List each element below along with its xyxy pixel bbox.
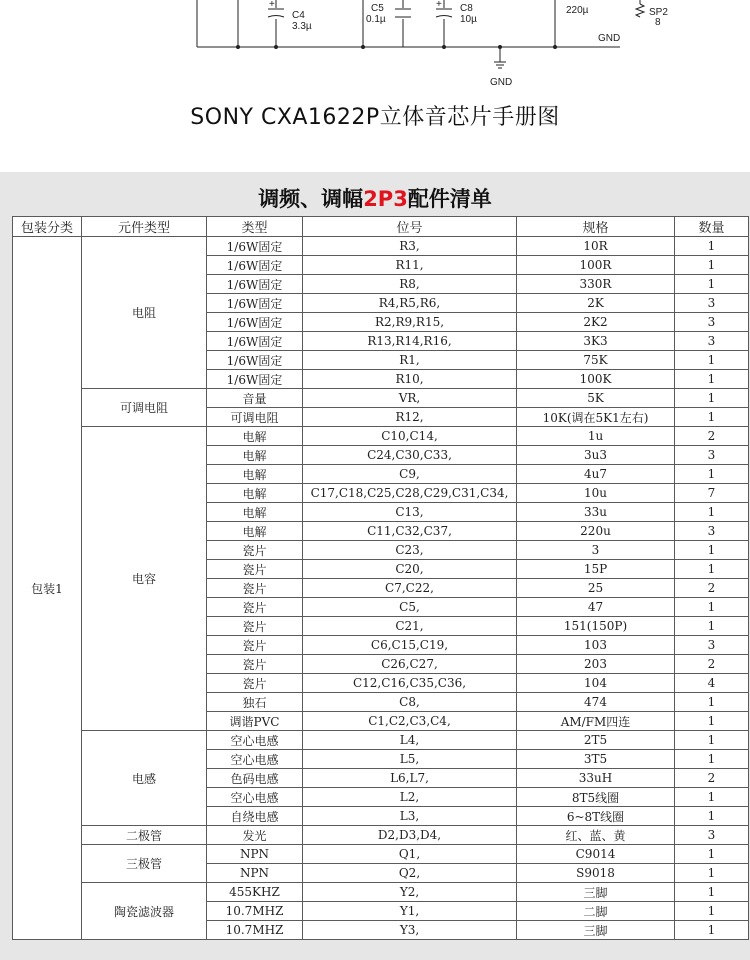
row-quantity: 1 bbox=[675, 370, 749, 389]
row-designator: L4, bbox=[303, 731, 517, 750]
row-spec: 103 bbox=[517, 636, 675, 655]
table-row bbox=[13, 237, 749, 256]
row-designator: L6,L7, bbox=[303, 769, 517, 788]
row-spec: 10u bbox=[517, 484, 675, 503]
schematic-label-gnd: GND bbox=[598, 33, 621, 44]
row-type: 电解 bbox=[207, 465, 303, 484]
polarity-mark: + bbox=[269, 0, 275, 10]
row-designator: C5, bbox=[303, 598, 517, 617]
row-spec: 15P bbox=[517, 560, 675, 579]
row-quantity: 1 bbox=[675, 731, 749, 750]
row-spec: 33u bbox=[517, 503, 675, 522]
row-type: 1/6W固定 bbox=[207, 370, 303, 389]
row-type: 1/6W固定 bbox=[207, 256, 303, 275]
row-quantity: 1 bbox=[675, 351, 749, 370]
row-quantity: 2 bbox=[675, 427, 749, 446]
header-component: 元件类型 bbox=[82, 217, 207, 237]
schematic-value-sp2: 8 bbox=[655, 17, 661, 28]
row-designator: VR, bbox=[303, 389, 517, 408]
row-designator: C17,C18,C25,C28,C29,C31,C34, bbox=[303, 484, 517, 503]
row-type: 可调电阻 bbox=[207, 408, 303, 427]
row-spec: 474 bbox=[517, 693, 675, 712]
row-spec: 三脚 bbox=[517, 921, 675, 940]
row-quantity: 1 bbox=[675, 750, 749, 769]
row-quantity: 1 bbox=[675, 389, 749, 408]
row-type: 455KHZ bbox=[207, 883, 303, 902]
row-designator: R13,R14,R16, bbox=[303, 332, 517, 351]
row-spec: 8T5线圈 bbox=[517, 788, 675, 807]
row-type: 空心电感 bbox=[207, 750, 303, 769]
row-designator: R1, bbox=[303, 351, 517, 370]
row-designator: R2,R9,R15, bbox=[303, 313, 517, 332]
parts-list-title bbox=[0, 183, 750, 213]
package-cell: 包装1 bbox=[13, 237, 82, 940]
row-quantity: 1 bbox=[675, 541, 749, 560]
row-spec: 100K bbox=[517, 370, 675, 389]
row-quantity: 7 bbox=[675, 484, 749, 503]
row-quantity: 1 bbox=[675, 788, 749, 807]
row-quantity: 2 bbox=[675, 769, 749, 788]
row-quantity: 1 bbox=[675, 237, 749, 256]
category-cell: 电阻 bbox=[82, 237, 207, 389]
row-spec: 330R bbox=[517, 275, 675, 294]
row-designator: R3, bbox=[303, 237, 517, 256]
header-package: 包装分类 bbox=[13, 217, 82, 237]
row-quantity: 1 bbox=[675, 617, 749, 636]
row-spec: 220u bbox=[517, 522, 675, 541]
row-spec: 2K bbox=[517, 294, 675, 313]
row-quantity: 1 bbox=[675, 256, 749, 275]
row-designator: Q2, bbox=[303, 864, 517, 883]
title-highlight: 2P3 bbox=[363, 187, 408, 211]
row-quantity: 3 bbox=[675, 636, 749, 655]
schematic-label-c8: C8 bbox=[460, 3, 473, 14]
row-quantity: 1 bbox=[675, 845, 749, 864]
row-designator: C6,C15,C19, bbox=[303, 636, 517, 655]
parts-table bbox=[12, 216, 749, 940]
row-type: 瓷片 bbox=[207, 598, 303, 617]
row-designator: C10,C14, bbox=[303, 427, 517, 446]
row-quantity: 3 bbox=[675, 313, 749, 332]
schematic-value-c4: 3.3µ bbox=[292, 21, 312, 32]
schematic-value-c5: 0.1µ bbox=[366, 14, 386, 25]
row-spec: 3 bbox=[517, 541, 675, 560]
row-spec: 5K bbox=[517, 389, 675, 408]
row-spec: 2T5 bbox=[517, 731, 675, 750]
row-type: 1/6W固定 bbox=[207, 237, 303, 256]
row-type: 10.7MHZ bbox=[207, 902, 303, 921]
row-quantity: 1 bbox=[675, 712, 749, 731]
row-designator: C12,C16,C35,C36, bbox=[303, 674, 517, 693]
row-designator: C7,C22, bbox=[303, 579, 517, 598]
row-type: 瓷片 bbox=[207, 674, 303, 693]
row-quantity: 2 bbox=[675, 579, 749, 598]
row-type: 独石 bbox=[207, 693, 303, 712]
table-row bbox=[13, 389, 749, 408]
row-type: 空心电感 bbox=[207, 788, 303, 807]
row-quantity: 1 bbox=[675, 560, 749, 579]
row-type: 电解 bbox=[207, 446, 303, 465]
row-designator: C21, bbox=[303, 617, 517, 636]
row-spec: 104 bbox=[517, 674, 675, 693]
row-designator: L3, bbox=[303, 807, 517, 826]
row-type: 1/6W固定 bbox=[207, 332, 303, 351]
row-type: 1/6W固定 bbox=[207, 294, 303, 313]
row-spec: 1u bbox=[517, 427, 675, 446]
row-spec: AM/FM四连 bbox=[517, 712, 675, 731]
row-designator: Y2, bbox=[303, 883, 517, 902]
row-designator: C26,C27, bbox=[303, 655, 517, 674]
row-type: 瓷片 bbox=[207, 560, 303, 579]
row-spec: 三脚 bbox=[517, 883, 675, 902]
header-designator: 位号 bbox=[303, 217, 517, 237]
row-spec: 33uH bbox=[517, 769, 675, 788]
row-type: 瓷片 bbox=[207, 579, 303, 598]
row-quantity: 3 bbox=[675, 522, 749, 541]
category-cell: 电容 bbox=[82, 427, 207, 731]
row-quantity: 1 bbox=[675, 883, 749, 902]
row-designator: C11,C32,C37, bbox=[303, 522, 517, 541]
schematic-label-c5: C5 bbox=[371, 3, 384, 14]
row-type: 10.7MHZ bbox=[207, 921, 303, 940]
row-type: 瓷片 bbox=[207, 636, 303, 655]
header-spec: 规格 bbox=[517, 217, 675, 237]
row-spec: 6~8T线圈 bbox=[517, 807, 675, 826]
table-row bbox=[13, 845, 749, 864]
table-header-row bbox=[13, 217, 749, 237]
row-quantity: 1 bbox=[675, 902, 749, 921]
row-spec: C9014 bbox=[517, 845, 675, 864]
row-type: 瓷片 bbox=[207, 655, 303, 674]
row-designator: Q1, bbox=[303, 845, 517, 864]
header-type: 类型 bbox=[207, 217, 303, 237]
row-quantity: 3 bbox=[675, 294, 749, 313]
category-cell: 三极管 bbox=[82, 845, 207, 883]
row-spec: 红、蓝、黄 bbox=[517, 826, 675, 845]
row-designator: L5, bbox=[303, 750, 517, 769]
row-quantity: 3 bbox=[675, 826, 749, 845]
category-cell: 电感 bbox=[82, 731, 207, 826]
row-spec: 151(150P) bbox=[517, 617, 675, 636]
row-designator: C8, bbox=[303, 693, 517, 712]
row-spec: 3T5 bbox=[517, 750, 675, 769]
schematic-label-sp2: SP2 bbox=[649, 7, 668, 18]
row-quantity: 1 bbox=[675, 693, 749, 712]
row-designator: D2,D3,D4, bbox=[303, 826, 517, 845]
row-designator: R12, bbox=[303, 408, 517, 427]
row-spec: 75K bbox=[517, 351, 675, 370]
category-cell: 可调电阻 bbox=[82, 389, 207, 427]
row-designator: C13, bbox=[303, 503, 517, 522]
row-spec: S9018 bbox=[517, 864, 675, 883]
row-type: 1/6W固定 bbox=[207, 351, 303, 370]
row-type: 瓷片 bbox=[207, 541, 303, 560]
row-type: 调谐PVC bbox=[207, 712, 303, 731]
row-spec: 47 bbox=[517, 598, 675, 617]
row-designator: C24,C30,C33, bbox=[303, 446, 517, 465]
schematic-value-c11: 220µ bbox=[566, 5, 589, 16]
row-type: 电解 bbox=[207, 484, 303, 503]
table-row bbox=[13, 427, 749, 446]
row-designator: Y1, bbox=[303, 902, 517, 921]
category-cell: 二极管 bbox=[82, 826, 207, 845]
row-type: NPN bbox=[207, 864, 303, 883]
page-caption: SONY CXA1622P立体音芯片手册图 bbox=[190, 105, 560, 130]
row-spec: 4u7 bbox=[517, 465, 675, 484]
row-quantity: 1 bbox=[675, 503, 749, 522]
row-spec: 10K(调在5K1左右) bbox=[517, 408, 675, 427]
row-designator: C20, bbox=[303, 560, 517, 579]
row-quantity: 1 bbox=[675, 275, 749, 294]
row-spec: 3K3 bbox=[517, 332, 675, 351]
row-quantity: 1 bbox=[675, 408, 749, 427]
row-spec: 2K2 bbox=[517, 313, 675, 332]
row-type: 空心电感 bbox=[207, 731, 303, 750]
row-spec: 10R bbox=[517, 237, 675, 256]
row-type: 自绕电感 bbox=[207, 807, 303, 826]
row-quantity: 1 bbox=[675, 598, 749, 617]
row-spec: 二脚 bbox=[517, 902, 675, 921]
row-quantity: 4 bbox=[675, 674, 749, 693]
table-body bbox=[13, 237, 749, 940]
row-designator: C23, bbox=[303, 541, 517, 560]
header-quantity: 数量 bbox=[675, 217, 749, 237]
row-type: 1/6W固定 bbox=[207, 275, 303, 294]
row-designator: C1,C2,C3,C4, bbox=[303, 712, 517, 731]
category-cell: 陶瓷滤波器 bbox=[82, 883, 207, 940]
schematic-fragment bbox=[0, 0, 750, 160]
row-type: 色码电感 bbox=[207, 769, 303, 788]
row-quantity: 1 bbox=[675, 921, 749, 940]
row-designator: R10, bbox=[303, 370, 517, 389]
table-row bbox=[13, 731, 749, 750]
row-designator: R11, bbox=[303, 256, 517, 275]
row-designator: R4,R5,R6, bbox=[303, 294, 517, 313]
row-designator: Y3, bbox=[303, 921, 517, 940]
row-designator: C9, bbox=[303, 465, 517, 484]
row-type: 电解 bbox=[207, 522, 303, 541]
row-quantity: 1 bbox=[675, 864, 749, 883]
schematic-label-gnd: GND bbox=[490, 77, 513, 88]
row-designator: L2, bbox=[303, 788, 517, 807]
schematic-value-c8: 10µ bbox=[460, 14, 477, 25]
row-designator: R8, bbox=[303, 275, 517, 294]
row-quantity: 2 bbox=[675, 655, 749, 674]
row-spec: 100R bbox=[517, 256, 675, 275]
table-row bbox=[13, 883, 749, 902]
row-quantity: 1 bbox=[675, 807, 749, 826]
row-type: 瓷片 bbox=[207, 617, 303, 636]
row-type: NPN bbox=[207, 845, 303, 864]
row-spec: 25 bbox=[517, 579, 675, 598]
title-prefix: 调频、调幅 bbox=[258, 187, 364, 211]
row-type: 发光 bbox=[207, 826, 303, 845]
row-quantity: 1 bbox=[675, 465, 749, 484]
title-suffix: 配件清单 bbox=[407, 187, 492, 211]
row-type: 1/6W固定 bbox=[207, 313, 303, 332]
row-spec: 203 bbox=[517, 655, 675, 674]
polarity-mark: + bbox=[436, 0, 442, 10]
schematic-label-c4: C4 bbox=[292, 10, 305, 21]
row-type: 电解 bbox=[207, 503, 303, 522]
row-type: 音量 bbox=[207, 389, 303, 408]
table-row bbox=[13, 826, 749, 845]
row-type: 电解 bbox=[207, 427, 303, 446]
row-quantity: 3 bbox=[675, 332, 749, 351]
row-quantity: 3 bbox=[675, 446, 749, 465]
row-spec: 3u3 bbox=[517, 446, 675, 465]
